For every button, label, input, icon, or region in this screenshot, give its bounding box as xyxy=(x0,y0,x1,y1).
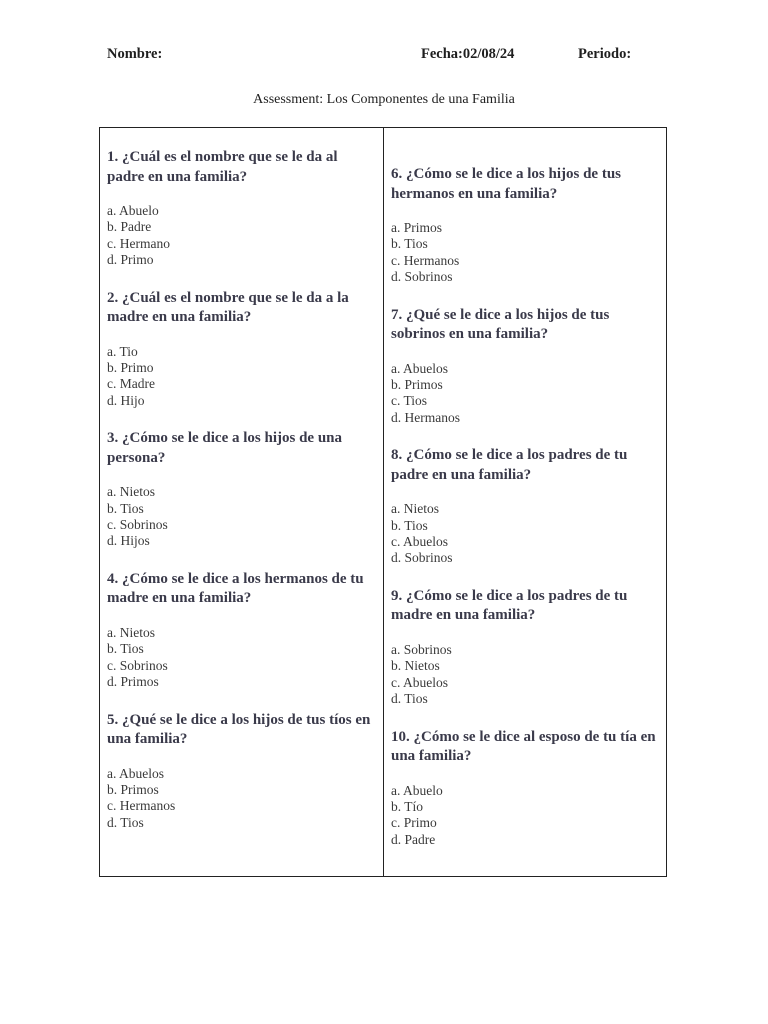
date-label: Fecha:02/08/24 xyxy=(421,46,515,62)
header-row xyxy=(0,46,768,66)
option-item: d. Tios xyxy=(391,691,428,707)
option-list xyxy=(391,501,660,567)
option-item: b. Tios xyxy=(107,641,144,657)
option-item: d. Padre xyxy=(391,831,436,847)
quiz-table xyxy=(99,127,667,877)
option-item: c. Sobrinos xyxy=(107,517,168,533)
question-9 xyxy=(391,587,660,708)
option-list xyxy=(391,783,660,849)
option-item: d. Sobrinos xyxy=(391,269,453,285)
question-6 xyxy=(391,165,660,286)
option-list xyxy=(107,344,377,410)
question-8 xyxy=(391,446,660,567)
option-list xyxy=(107,625,377,691)
option-item: c. Primo xyxy=(391,815,437,831)
option-item: c. Hermano xyxy=(107,235,170,251)
option-item: a. Nietos xyxy=(107,484,155,500)
question-text: 10. ¿Cómo se le dice al esposo de tu tía en una familia? xyxy=(391,728,656,764)
option-item: c. Hermanos xyxy=(391,252,460,268)
option-list xyxy=(391,361,660,427)
option-item: a. Abuelo xyxy=(107,203,159,218)
question-text: 9. ¿Cómo se le dice a los padres de tu madre en una familia? xyxy=(391,587,628,624)
option-item: b. Primo xyxy=(107,360,154,376)
option-list xyxy=(107,766,377,832)
name-label: Nombre: xyxy=(107,46,163,62)
question-4 xyxy=(107,570,377,691)
option-item: d. Hermanos xyxy=(391,409,460,425)
option-item: b. Nietos xyxy=(391,658,440,674)
option-list xyxy=(391,642,660,708)
option-item: c. Abuelos xyxy=(391,534,448,550)
option-item: c. Tios xyxy=(391,393,428,409)
left-column xyxy=(100,128,384,876)
option-item: b. Tios xyxy=(107,500,144,516)
option-item: c. Abuelos xyxy=(391,674,448,690)
option-item: d. Primos xyxy=(107,674,159,690)
option-item: a. Sobrinos xyxy=(391,641,452,657)
option-item: b. Primos xyxy=(107,781,159,797)
option-item: a. Abuelos xyxy=(391,360,448,376)
question-2 xyxy=(107,289,377,410)
option-item: b. Tío xyxy=(391,798,424,814)
option-item: a. Nietos xyxy=(391,501,439,517)
option-item: b. Tios xyxy=(391,236,428,252)
option-item: b. Padre xyxy=(107,219,152,235)
question-text: 5. ¿Qué se le dice a los hijos de tus tíos en una familia? xyxy=(107,711,371,747)
option-item: d. Primo xyxy=(107,252,154,268)
right-column xyxy=(384,128,666,876)
option-item: b. Primos xyxy=(391,377,443,393)
question-text: 7. ¿Qué se le dice a los hijos de tus sobrinos en una familia? xyxy=(391,306,610,343)
question-text: 3. ¿Cómo se le dice a los hijos de una persona? xyxy=(107,430,343,466)
option-list xyxy=(391,220,660,286)
question-1 xyxy=(107,148,377,269)
question-3 xyxy=(107,429,377,550)
option-item: d. Hijos xyxy=(107,533,150,549)
option-item: c. Madre xyxy=(107,376,155,392)
question-10 xyxy=(391,728,660,849)
option-item: a. Abuelo xyxy=(391,782,443,798)
option-item: a. Nietos xyxy=(107,624,155,640)
option-item: a. Primos xyxy=(391,220,443,235)
option-item: c. Sobrinos xyxy=(107,657,168,673)
question-text: 2. ¿Cuál es el nombre que se le da a la madre en una familia? xyxy=(107,289,349,326)
option-item: d. Tios xyxy=(107,814,144,830)
option-item: a. Abuelos xyxy=(107,765,164,781)
question-text: 1. ¿Cuál es el nombre que se le da al padre en una familia? xyxy=(107,149,338,185)
document-title: Assessment: Los Componentes de una Familia xyxy=(253,92,515,107)
option-item: b. Tios xyxy=(391,517,428,533)
option-item: d. Hijo xyxy=(107,392,145,408)
question-text: 6. ¿Cómo se le dice a los hijos de tus hermanos en una familia? xyxy=(391,166,621,202)
option-item: c. Hermanos xyxy=(107,798,176,814)
option-item: a. Tio xyxy=(107,343,138,359)
period-label: Periodo: xyxy=(578,46,632,62)
option-item: d. Sobrinos xyxy=(391,550,453,566)
question-text: 4. ¿Cómo se le dice a los hermanos de tu madre en una familia? xyxy=(107,570,364,607)
question-5 xyxy=(107,711,377,832)
option-list xyxy=(107,203,377,269)
question-text: 8. ¿Cómo se le dice a los padres de tu padre en una familia? xyxy=(391,447,628,483)
option-list xyxy=(107,484,377,550)
question-7 xyxy=(391,306,660,427)
